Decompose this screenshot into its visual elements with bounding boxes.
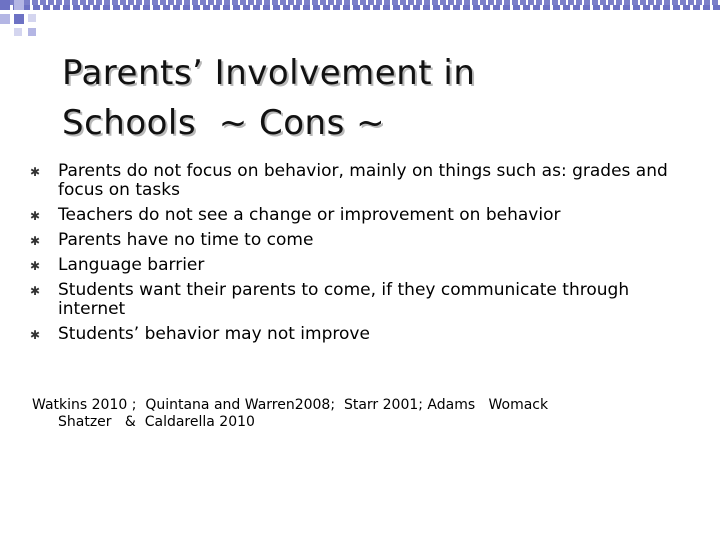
asterisk-bullet-icon: ✱	[30, 259, 41, 273]
asterisk-bullet-icon: ✱	[30, 165, 41, 179]
references	[32, 397, 672, 431]
bullet-item	[30, 162, 690, 200]
bullet-item	[30, 206, 690, 225]
bullet-text: Teachers do not see a change or improvement on behavior	[58, 205, 561, 225]
references-line-1: Watkins 2010 ; Quintana and Warren2008; Starr 2001; Adams Womack	[32, 397, 549, 413]
slide-title-line-2: Schools ~ Cons ~	[62, 103, 386, 143]
asterisk-bullet-icon: ✱	[30, 209, 41, 223]
corner-squares-decoration	[0, 0, 70, 45]
bullet-item	[30, 256, 690, 275]
bullet-text: Students want their parents to come, if they communicate through internet	[58, 280, 630, 319]
bullet-text: Parents do not focus on behavior, mainly on things such as: grades and focus on tasks	[58, 161, 668, 200]
asterisk-bullet-icon: ✱	[30, 328, 41, 342]
bullet-text: Parents have no time to come	[58, 230, 314, 250]
bullet-item	[30, 231, 690, 250]
top-decorative-bar	[0, 0, 720, 10]
asterisk-bullet-icon: ✱	[30, 234, 41, 248]
bullet-item	[30, 281, 690, 319]
references-line-2: Shatzer & Caldarella 2010	[58, 414, 255, 430]
asterisk-bullet-icon: ✱	[30, 284, 41, 298]
bullet-item	[30, 325, 690, 344]
slide-title-line-1: Parents’ Involvement in	[62, 53, 476, 93]
bullet-text: Students’ behavior may not improve	[58, 324, 370, 344]
bullet-list	[30, 162, 690, 350]
slide-title	[62, 48, 682, 148]
bullet-text: Language barrier	[58, 255, 205, 275]
